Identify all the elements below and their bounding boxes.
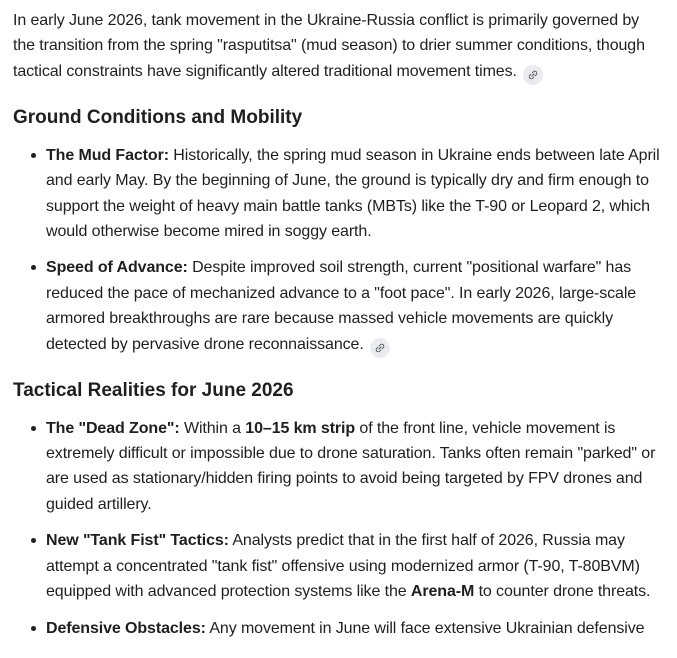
text-run: In early June 2026, tank movement in the Ukraine-Russia conflict is primarily governed by the transition from the spring "rasputitsa" (mud season) to drier summer conditions, though tactical constraints have significantly altered traditional movement times. xyxy=(13,12,645,80)
bold-text-run: 10–15 km strip xyxy=(245,419,356,437)
source-link-chip[interactable] xyxy=(523,65,543,85)
bold-text-run: The Mud Factor: xyxy=(46,146,169,164)
list-item xyxy=(46,255,663,357)
section-heading-tactical-realities: Tactical Realities for June 2026 xyxy=(13,379,294,401)
bullet-list-tactical-realities xyxy=(13,416,663,641)
text-run: Historically, the spring mud season in Ukraine ends between late April and early May. By the beginning of June, the ground is typically dry and firm enough to support the weight of heavy main battle tanks (MBTs) like the T-90 or Leopard 2, which would otherwise become mired in soggy earth. xyxy=(46,146,660,241)
bold-text-run: New "Tank Fist" Tactics: xyxy=(46,532,229,550)
bold-text-run: Defensive Obstacles: xyxy=(46,619,206,637)
text-run: of the front line, vehicle movement is extremely difficult or impossible due to drone saturation. Tanks often remain "parked" or are used as stationary/hidden firing points to avoid being targeted by FPV drones and guided artillery. xyxy=(46,419,656,513)
section-heading-ground-conditions: Ground Conditions and Mobility xyxy=(13,106,303,128)
link-icon xyxy=(371,339,388,356)
text-run: to counter drone threats. xyxy=(474,583,651,601)
text-run: Analysts predict that in the first half of 2026, Russia may attempt a concentrated "tank fist" offensive using modernized armor (T-90, T-80BVM) equipped with advanced protection systems like the xyxy=(46,532,640,601)
bold-text-run: Arena-M xyxy=(410,583,475,601)
bold-text-run: Speed of Advance: xyxy=(46,259,188,277)
text-run: Any movement in June will face extensive Ukrainian defensive xyxy=(205,619,645,637)
link-icon xyxy=(524,66,541,83)
list-item xyxy=(46,528,663,604)
list-item xyxy=(46,143,663,245)
intro-paragraph xyxy=(13,8,663,85)
text-run: Within a xyxy=(179,419,246,437)
list-item xyxy=(46,416,663,518)
bullet-list-ground-conditions xyxy=(13,143,663,358)
list-item xyxy=(46,616,663,641)
bold-text-run: The "Dead Zone": xyxy=(46,419,180,437)
source-link-chip[interactable] xyxy=(370,338,390,358)
text-run: Despite improved soil strength, current "positional warfare" has reduced the pace of mechanized advance to a "foot pace". In early 2026, large-scale armored breakthroughs are rare because massed vehicle movements are quickly detected by pervasive drone reconnaissance. xyxy=(46,259,637,353)
